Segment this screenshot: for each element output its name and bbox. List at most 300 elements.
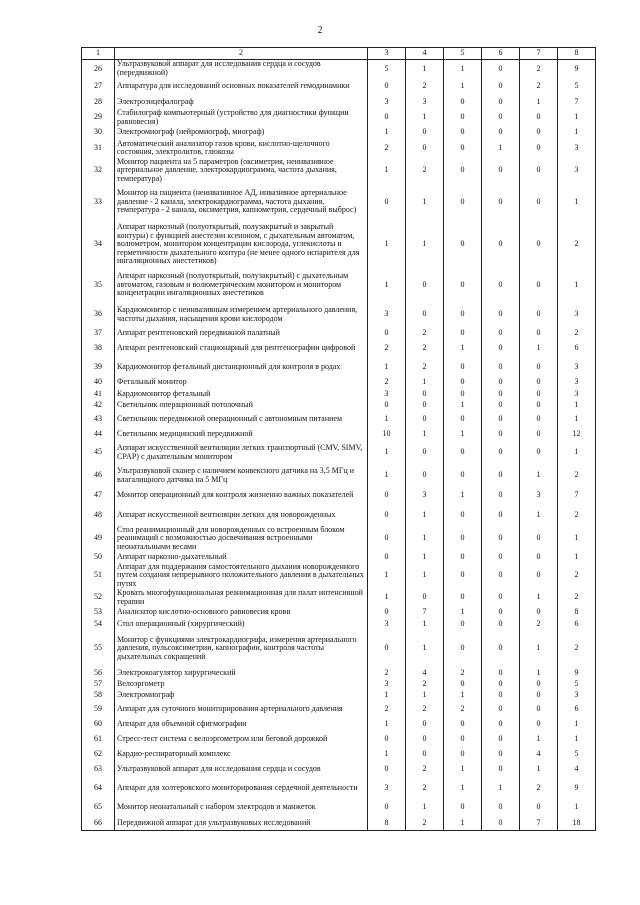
count-value: 0 (368, 78, 406, 96)
count-value: 0 (482, 269, 520, 302)
count-value: 1 (406, 526, 444, 552)
count-value: 0 (482, 184, 520, 221)
count-value: 0 (444, 731, 482, 749)
count-value: 1 (444, 607, 482, 619)
count-value: 2 (444, 668, 482, 679)
count-value: 3 (520, 486, 558, 506)
total-value: 8 (558, 607, 596, 619)
count-value: 4 (520, 749, 558, 761)
row-number: 48 (82, 506, 115, 526)
count-value: 3 (368, 389, 406, 400)
table-row (82, 731, 596, 749)
equipment-name: Монитор операционный для контроля жизненно важных показателей (115, 486, 368, 506)
count-value: 2 (368, 139, 406, 158)
count-value: 2 (520, 779, 558, 799)
equipment-name: Ультразвуковой аппарат для исследования сердца и сосудов (передвижной) (115, 60, 368, 78)
equipment-name: Аппарат наркозный (полуоткрытый, полузакрытый и закрытый контуры) с функцией анестезии ксеноном, с дыхательным автоматом, волюметром, монитором концентрации кислорода, углекислоты и герметичности дыхательного контура (не менее одного испарителя для ингаляционных анестетиков) (115, 221, 368, 269)
table-row (82, 400, 596, 411)
count-value: 0 (482, 158, 520, 184)
header-col-3: 3 (368, 48, 406, 60)
total-value: 9 (558, 668, 596, 679)
count-value: 0 (520, 719, 558, 731)
count-value: 2 (444, 701, 482, 719)
count-value: 0 (482, 96, 520, 109)
total-value: 9 (558, 60, 596, 78)
count-value: 0 (482, 411, 520, 429)
total-value: 2 (558, 221, 596, 269)
row-number: 64 (82, 779, 115, 799)
count-value: 0 (482, 358, 520, 377)
count-value: 0 (482, 552, 520, 563)
row-number: 61 (82, 731, 115, 749)
table-row (82, 466, 596, 486)
total-value: 4 (558, 761, 596, 779)
table-row (82, 668, 596, 679)
count-value: 2 (406, 679, 444, 690)
count-value: 0 (520, 328, 558, 340)
equipment-name: Передвижной аппарат для ультразвуковых исследований (115, 817, 368, 831)
count-value: 0 (520, 690, 558, 701)
count-value: 0 (482, 761, 520, 779)
equipment-name: Аппарат наркозный (полуоткрытый, полузакрытый) с дыхательным автоматом, газовым и волюметрическим монитором и монитором концентрации ингаляционных анестетиков (115, 269, 368, 302)
total-value: 1 (558, 731, 596, 749)
count-value: 1 (368, 466, 406, 486)
header-col-6: 6 (482, 48, 520, 60)
count-value: 0 (444, 158, 482, 184)
count-value: 0 (444, 358, 482, 377)
count-value: 0 (444, 440, 482, 466)
equipment-name: Электромиограф (115, 690, 368, 701)
total-value: 2 (558, 328, 596, 340)
count-value: 0 (444, 389, 482, 400)
total-value: 5 (558, 78, 596, 96)
table-row (82, 701, 596, 719)
table-row (82, 127, 596, 139)
count-value: 0 (520, 221, 558, 269)
count-value: 0 (520, 799, 558, 817)
count-value: 2 (368, 377, 406, 389)
count-value: 0 (520, 302, 558, 328)
total-value: 1 (558, 552, 596, 563)
equipment-name: Аппарат для суточного мониторирования артериального давления (115, 701, 368, 719)
count-value: 0 (520, 679, 558, 690)
table-row (82, 96, 596, 109)
total-value: 2 (558, 466, 596, 486)
count-value: 1 (368, 589, 406, 607)
count-value: 1 (406, 690, 444, 701)
count-value: 2 (406, 701, 444, 719)
total-value: 6 (558, 340, 596, 358)
row-number: 56 (82, 668, 115, 679)
row-number: 53 (82, 607, 115, 619)
count-value: 4 (406, 668, 444, 679)
count-value: 5 (368, 60, 406, 78)
row-number: 66 (82, 817, 115, 831)
row-number: 46 (82, 466, 115, 486)
count-value: 3 (406, 486, 444, 506)
count-value: 7 (406, 607, 444, 619)
count-value: 0 (482, 302, 520, 328)
total-value: 1 (558, 269, 596, 302)
count-value: 1 (368, 358, 406, 377)
count-value: 0 (444, 630, 482, 668)
count-value: 0 (406, 411, 444, 429)
equipment-name: Аппарат рентгеновский передвижной палатный (115, 328, 368, 340)
count-value: 0 (520, 552, 558, 563)
row-number: 47 (82, 486, 115, 506)
row-number: 44 (82, 429, 115, 440)
count-value: 0 (482, 109, 520, 127)
row-number: 59 (82, 701, 115, 719)
page-number: 2 (317, 25, 323, 36)
row-number: 49 (82, 526, 115, 552)
count-value: 0 (444, 552, 482, 563)
total-value: 5 (558, 749, 596, 761)
count-value: 0 (406, 389, 444, 400)
count-value: 2 (520, 60, 558, 78)
count-value: 2 (406, 761, 444, 779)
count-value: 1 (444, 78, 482, 96)
equipment-name: Фетальный монитор (115, 377, 368, 389)
row-number: 58 (82, 690, 115, 701)
table-row (82, 60, 596, 78)
count-value: 0 (444, 719, 482, 731)
equipment-name: Светильник медицинский передвижной (115, 429, 368, 440)
table-row (82, 340, 596, 358)
table-row (82, 486, 596, 506)
count-value: 0 (406, 731, 444, 749)
count-value: 1 (406, 109, 444, 127)
count-value: 2 (520, 78, 558, 96)
table-row (82, 526, 596, 552)
count-value: 0 (368, 761, 406, 779)
total-value: 1 (558, 526, 596, 552)
table-row (82, 184, 596, 221)
count-value: 0 (444, 184, 482, 221)
count-value: 0 (406, 269, 444, 302)
count-value: 1 (520, 340, 558, 358)
count-value: 0 (482, 60, 520, 78)
count-value: 1 (444, 779, 482, 799)
count-value: 0 (520, 127, 558, 139)
total-value: 1 (558, 400, 596, 411)
count-value: 0 (482, 731, 520, 749)
count-value: 1 (520, 96, 558, 109)
header-col-1: 1 (82, 48, 115, 60)
count-value: 0 (482, 701, 520, 719)
equipment-name: Монитор с функциями электрокардиографа, измерения артериального давления, пульсоксиметрии, капнографии, контроля частоты дыхательных сокращений (115, 630, 368, 668)
count-value: 3 (368, 302, 406, 328)
table-row (82, 389, 596, 400)
total-value: 2 (558, 506, 596, 526)
count-value: 1 (406, 552, 444, 563)
count-value: 1 (520, 668, 558, 679)
total-value: 7 (558, 96, 596, 109)
count-value: 0 (444, 749, 482, 761)
equipment-name: Электроэнцефалограф (115, 96, 368, 109)
row-number: 34 (82, 221, 115, 269)
row-number: 60 (82, 719, 115, 731)
row-number: 36 (82, 302, 115, 328)
count-value: 0 (444, 799, 482, 817)
total-value: 9 (558, 779, 596, 799)
equipment-name: Аппарат для поддержания самостоятельного дыхания новорожденного путем создания непрерывного положительного давления в дыхательных путях (115, 563, 368, 589)
count-value: 0 (520, 607, 558, 619)
count-value: 1 (520, 466, 558, 486)
count-value: 1 (406, 221, 444, 269)
count-value: 1 (444, 761, 482, 779)
row-number: 52 (82, 589, 115, 607)
count-value: 0 (368, 486, 406, 506)
count-value: 0 (482, 619, 520, 630)
total-value: 1 (558, 109, 596, 127)
count-value: 1 (406, 563, 444, 589)
count-value: 0 (368, 607, 406, 619)
count-value: 0 (482, 127, 520, 139)
equipment-name: Ультразвуковой сканер с наличием конвексного датчика на 3,5 МГц и влагалищного датчика на 5 МГц (115, 466, 368, 486)
row-number: 38 (82, 340, 115, 358)
total-value: 3 (558, 302, 596, 328)
count-value: 0 (520, 358, 558, 377)
equipment-name: Стол операционный (хирургический) (115, 619, 368, 630)
count-value: 0 (444, 377, 482, 389)
count-value: 0 (368, 526, 406, 552)
count-value: 0 (482, 506, 520, 526)
count-value: 3 (368, 619, 406, 630)
row-number: 26 (82, 60, 115, 78)
count-value: 0 (368, 400, 406, 411)
count-value: 0 (444, 96, 482, 109)
table-row (82, 109, 596, 127)
row-number: 45 (82, 440, 115, 466)
row-number: 50 (82, 552, 115, 563)
table-row (82, 552, 596, 563)
count-value: 1 (444, 429, 482, 440)
table-body (82, 60, 596, 831)
equipment-name: Автоматический анализатор газов крови, кислотно-щелочного состояния, электролитов, глюкозы (115, 139, 368, 158)
count-value: 2 (406, 78, 444, 96)
count-value: 3 (368, 679, 406, 690)
table-row (82, 411, 596, 429)
equipment-name: Монитор на пациента (неинвазивное АД, инвазивное артериальное давление - 2 канала, электрокардиограмма, частота дыхания, температура - 2 канала, оксиметрия, капнометрия, сердечный выброс) (115, 184, 368, 221)
row-number: 41 (82, 389, 115, 400)
count-value: 3 (368, 779, 406, 799)
equipment-name: Кардио-респираторный комплекс (115, 749, 368, 761)
count-value: 1 (520, 731, 558, 749)
count-value: 0 (482, 78, 520, 96)
table-row (82, 630, 596, 668)
equipment-name: Аппарат искусственной вентиляции легких транспортный (CMV, SIMV, CPAP) с дыхательным монитором (115, 440, 368, 466)
total-value: 2 (558, 630, 596, 668)
total-value: 2 (558, 563, 596, 589)
count-value: 1 (406, 429, 444, 440)
row-number: 39 (82, 358, 115, 377)
count-value: 0 (482, 328, 520, 340)
table-row (82, 429, 596, 440)
count-value: 0 (482, 563, 520, 589)
equipment-name: Светильник передвижной операционный с автономным питанием (115, 411, 368, 429)
count-value: 0 (520, 158, 558, 184)
total-value: 3 (558, 690, 596, 701)
equipment-name: Электромиограф (нейромиограф, миограф) (115, 127, 368, 139)
total-value: 1 (558, 799, 596, 817)
table-row (82, 779, 596, 799)
count-value: 1 (368, 127, 406, 139)
count-value: 0 (520, 526, 558, 552)
count-value: 1 (368, 719, 406, 731)
table-row (82, 221, 596, 269)
table-row (82, 302, 596, 328)
equipment-name: Кровать многофункциональная реанимационная для палат интенсивной терапии (115, 589, 368, 607)
count-value: 0 (444, 563, 482, 589)
count-value: 0 (368, 109, 406, 127)
table-row (82, 719, 596, 731)
row-number: 28 (82, 96, 115, 109)
table-row (82, 817, 596, 831)
count-value: 0 (482, 486, 520, 506)
count-value: 0 (444, 139, 482, 158)
table-row (82, 158, 596, 184)
count-value: 1 (444, 486, 482, 506)
count-value: 0 (444, 221, 482, 269)
count-value: 0 (520, 400, 558, 411)
equipment-name: Аппарат для объемной сфигмографии (115, 719, 368, 731)
count-value: 0 (406, 466, 444, 486)
count-value: 0 (444, 411, 482, 429)
count-value: 2 (406, 340, 444, 358)
total-value: 1 (558, 184, 596, 221)
equipment-name: Светильник операционный потолочный (115, 400, 368, 411)
equipment-name: Аппарат для холтеровского мониторирования сердечной деятельности (115, 779, 368, 799)
equipment-name: Аппарат наркозно-дыхательный (115, 552, 368, 563)
count-value: 1 (444, 60, 482, 78)
count-value: 0 (444, 466, 482, 486)
count-value: 2 (406, 158, 444, 184)
count-value: 0 (520, 429, 558, 440)
count-value: 2 (368, 701, 406, 719)
count-value: 2 (406, 817, 444, 831)
count-value: 0 (482, 799, 520, 817)
table-row (82, 619, 596, 630)
count-value: 1 (444, 690, 482, 701)
total-value: 3 (558, 358, 596, 377)
count-value: 0 (520, 184, 558, 221)
count-value: 0 (368, 731, 406, 749)
total-value: 3 (558, 158, 596, 184)
row-number: 37 (82, 328, 115, 340)
count-value: 1 (368, 158, 406, 184)
equipment-name: Стол реанимационный для новорожденных со встроенным блоком реанимаций с возможностью досвечивания встроенными неонатальными весами (115, 526, 368, 552)
count-value: 1 (520, 506, 558, 526)
count-value: 0 (368, 328, 406, 340)
row-number: 54 (82, 619, 115, 630)
count-value: 1 (368, 563, 406, 589)
count-value: 1 (444, 400, 482, 411)
row-number: 30 (82, 127, 115, 139)
table-row (82, 377, 596, 389)
count-value: 0 (482, 719, 520, 731)
count-value: 0 (444, 127, 482, 139)
count-value: 1 (406, 506, 444, 526)
count-value: 1 (368, 749, 406, 761)
equipment-name: Велоэргометр (115, 679, 368, 690)
count-value: 0 (406, 440, 444, 466)
row-number: 65 (82, 799, 115, 817)
count-value: 0 (406, 127, 444, 139)
count-value: 0 (520, 389, 558, 400)
equipment-name: Аппаратура для исследований основных показателей гемодинамики (115, 78, 368, 96)
count-value: 0 (482, 377, 520, 389)
count-value: 0 (520, 377, 558, 389)
count-value: 0 (482, 440, 520, 466)
count-value: 0 (444, 526, 482, 552)
count-value: 1 (482, 779, 520, 799)
count-value: 0 (482, 668, 520, 679)
count-value: 0 (368, 552, 406, 563)
count-value: 0 (444, 619, 482, 630)
count-value: 1 (368, 269, 406, 302)
count-value: 0 (482, 630, 520, 668)
count-value: 1 (368, 440, 406, 466)
equipment-name: Кардиомонитор фетальный (115, 389, 368, 400)
table-row (82, 440, 596, 466)
equipment-name: Электрокоагулятор хирургический (115, 668, 368, 679)
count-value: 0 (444, 506, 482, 526)
count-value: 1 (406, 630, 444, 668)
count-value: 1 (406, 619, 444, 630)
count-value: 0 (406, 749, 444, 761)
count-value: 0 (444, 269, 482, 302)
count-value: 0 (520, 269, 558, 302)
equipment-name: Кардиомонитор с неинвазивным измерением артериального давления, частоты дыхания, насыщения крови кислородом (115, 302, 368, 328)
total-value: 3 (558, 389, 596, 400)
table-row (82, 761, 596, 779)
total-value: 5 (558, 679, 596, 690)
table-row (82, 358, 596, 377)
total-value: 2 (558, 589, 596, 607)
count-value: 1 (406, 377, 444, 389)
count-value: 0 (482, 429, 520, 440)
table-row (82, 607, 596, 619)
count-value: 7 (520, 817, 558, 831)
table-row (82, 799, 596, 817)
count-value: 0 (520, 109, 558, 127)
table-row (82, 328, 596, 340)
count-value: 1 (368, 690, 406, 701)
count-value: 0 (482, 817, 520, 831)
count-value: 0 (368, 184, 406, 221)
count-value: 0 (520, 139, 558, 158)
count-value: 2 (406, 779, 444, 799)
count-value: 0 (520, 411, 558, 429)
count-value: 0 (520, 701, 558, 719)
count-value: 0 (406, 302, 444, 328)
count-value: 1 (482, 139, 520, 158)
row-number: 32 (82, 158, 115, 184)
equipment-name: Стресс-тест система с велоэргометром или беговой дорожкой (115, 731, 368, 749)
total-value: 1 (558, 127, 596, 139)
total-value: 1 (558, 440, 596, 466)
count-value: 0 (482, 607, 520, 619)
header-col-4: 4 (406, 48, 444, 60)
count-value: 0 (482, 589, 520, 607)
equipment-name: Ультразвуковой аппарат для исследования сердца и сосудов (115, 761, 368, 779)
header-col-8: 8 (558, 48, 596, 60)
header-col-7: 7 (520, 48, 558, 60)
row-number: 40 (82, 377, 115, 389)
table-row (82, 679, 596, 690)
row-number: 33 (82, 184, 115, 221)
